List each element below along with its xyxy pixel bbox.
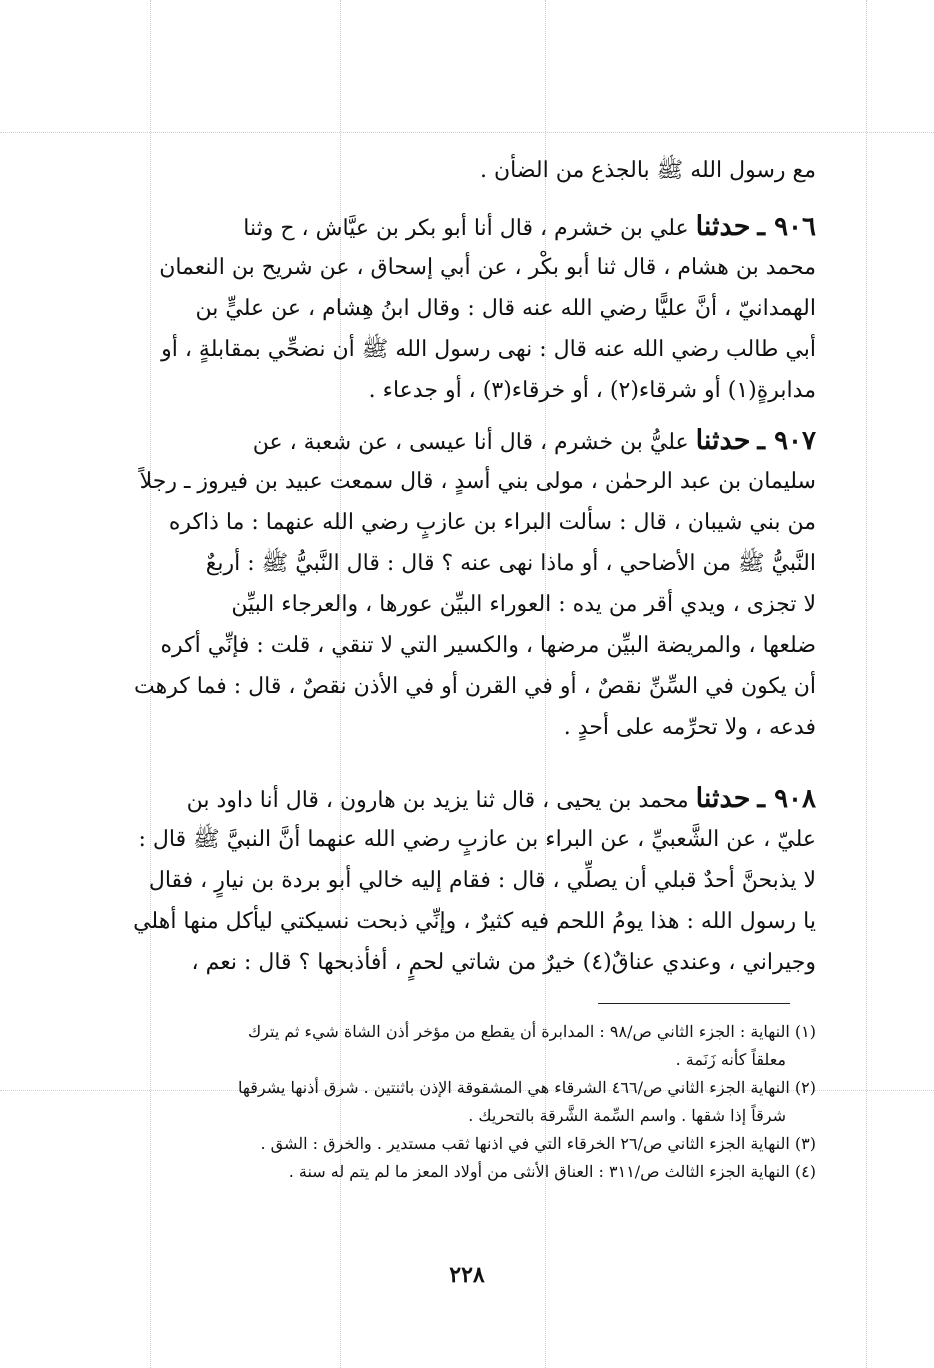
- footnote-4: [126, 1158, 816, 1186]
- hadith-text: عليُّ بن خشرم ، قال أنا عيسى ، عن شعبة ، عن: [252, 430, 689, 455]
- hadith-907-line-6: ضلعها ، والمريضة البيِّن مرضها ، والكسير التي لا تنقي ، قلت : فإنِّي أكره: [160, 633, 816, 658]
- footnote-text: النهاية الجزء الثاني ص/٢٦ الخرقاء التي في اذنها ثقب مستدير . والخرق : الشق .: [260, 1134, 790, 1153]
- footnote-text: النهاية الجزء الثاني ص/٤٦٦ الشرقاء هي المشقوقة الإذن باثنتين . شرق أذنها يشرقها: [238, 1078, 790, 1097]
- hadith-908: [116, 778, 816, 983]
- hadith-907-line-8: فدعه ، ولا تحرِّمه على أحدٍ .: [563, 715, 816, 740]
- hadith-906-line-4: أبي طالب رضي الله عنه قال : نهى رسول الله ﷺ أن نضحِّي بمقابلةٍ ، أو: [161, 337, 816, 362]
- footnote-2: [126, 1074, 816, 1102]
- hadith-text: علي بن خشرم ، قال أنا أبو بكر بن عيَّاش ، ح وثنا: [243, 216, 689, 241]
- continuation-line: مع رسول الله ﷺ بالجذع من الضأن .: [479, 158, 816, 183]
- footnote-2-continued: شرقاً إذا شقها . واسم السِّمة الشَّرقة بالتحريك .: [468, 1106, 786, 1125]
- hadith-908-line-2: عليّ ، عن الشَّعبيِّ ، عن البراء بن عازبٍ رضي الله عنهما أنَّ النبيَّ ﷺ قال :: [138, 827, 816, 852]
- hadith-keyword: حدثنا: [695, 425, 751, 456]
- footnote-separator: [598, 1003, 790, 1004]
- footnote-marker: (٤): [794, 1162, 816, 1181]
- hadith-keyword: حدثنا: [695, 783, 751, 814]
- hadith-907-line-2: سليمان بن عبد الرحمٰن ، مولى بني أسدٍ ، قال سمعت عبيد بن فيروز ـ رجلاً: [139, 469, 816, 494]
- hadith-907-line-4: النَّبيُّ ﷺ من الأضاحي ، أو ماذا نهى عنه ؟ قال : قال النَّبيُّ ﷺ : أربعٌ: [205, 551, 816, 576]
- footnotes: [126, 1018, 816, 1186]
- hadith-907-line-5: لا تجزى ، ويدي أقر من يده : العوراء البيِّن عورها ، والعرجاء البيِّن: [231, 592, 816, 617]
- hadith-number: ٩٠٨ ـ: [757, 784, 816, 814]
- hadith-text: محمد بن يحيى ، قال ثنا يزيد بن هارون ، قال أنا داود بن: [186, 788, 689, 813]
- footnote-text: النهاية : الجزء الثاني ص/٩٨ : المدابرة أن يقطع من مؤخر أذن الشاة شيء ثم يترك: [247, 1022, 790, 1041]
- footnote-marker: (٣): [794, 1134, 816, 1153]
- footnote-1-continued: معلقاً كأنه زَنَمة .: [675, 1050, 786, 1069]
- hadith-907: [116, 420, 816, 748]
- page-number: ٢٢٨: [449, 1262, 485, 1288]
- hadith-907-line-3: من بني شيبان ، قال : سألت البراء بن عازبٍ رضي الله عنهما : ما ذاكره: [168, 510, 816, 535]
- hadith-908-line-5: وجيراني ، وعندي عناقٌ(٤) خيرٌ من شاتي لحمٍ ، أفأذبحها ؟ قال : نعم ،: [191, 950, 816, 975]
- hadith-907-line-1: [116, 420, 816, 461]
- hadith-907-line-7: أن يكون في السِّنِّ نقصٌ ، أو في القرن أو في الأذن نقصٌ ، قال : فما كرهت: [134, 674, 816, 699]
- hadith-number: ٩٠٧ ـ: [757, 426, 816, 456]
- continuation-text: [116, 150, 816, 191]
- footnote-1: [126, 1018, 816, 1046]
- hadith-908-line-4: يا رسول الله : هذا يومُ اللحم فيه كثيرٌ ، وإنِّي ذبحت نسيكتي ليأكل منها أهلي: [133, 909, 816, 934]
- hadith-keyword: حدثنا: [695, 211, 751, 242]
- hadith-906-line-3: الهمدانيّ ، أنَّ عليًّا رضي الله عنه قال : وقال ابنُ هِشام ، عن عليٍّ بن: [195, 296, 816, 321]
- footnote-marker: (١): [794, 1022, 816, 1041]
- scan-guide-line: [866, 0, 867, 1368]
- footnote-text: النهاية الجزء الثالث ص/٣١١ : العناق الأنثى من أولاد المعز ما لم يتم له سنة .: [288, 1162, 790, 1181]
- hadith-906-line-1: [116, 206, 816, 247]
- footnote-3: [126, 1130, 816, 1158]
- hadith-906: [116, 206, 816, 411]
- hadith-906-line-5: مدابرةٍ(١) أو شرقاء(٢) ، أو خرقاء(٣) ، أو جدعاء .: [368, 378, 816, 403]
- scan-guide-line: [0, 132, 934, 133]
- hadith-908-line-3: لا يذبحنَّ أحدٌ قبلي أن يصلِّي ، قال : فقام إليه خالي أبو بردة بن نيارٍ ، فقال: [148, 868, 816, 893]
- hadith-908-line-1: [116, 778, 816, 819]
- hadith-number: ٩٠٦ ـ: [757, 212, 816, 242]
- footnote-marker: (٢): [794, 1078, 816, 1097]
- hadith-906-line-2: محمد بن هشام ، قال ثنا أبو بكْر ، عن أبي إسحاق ، عن شريح بن النعمان: [159, 255, 816, 280]
